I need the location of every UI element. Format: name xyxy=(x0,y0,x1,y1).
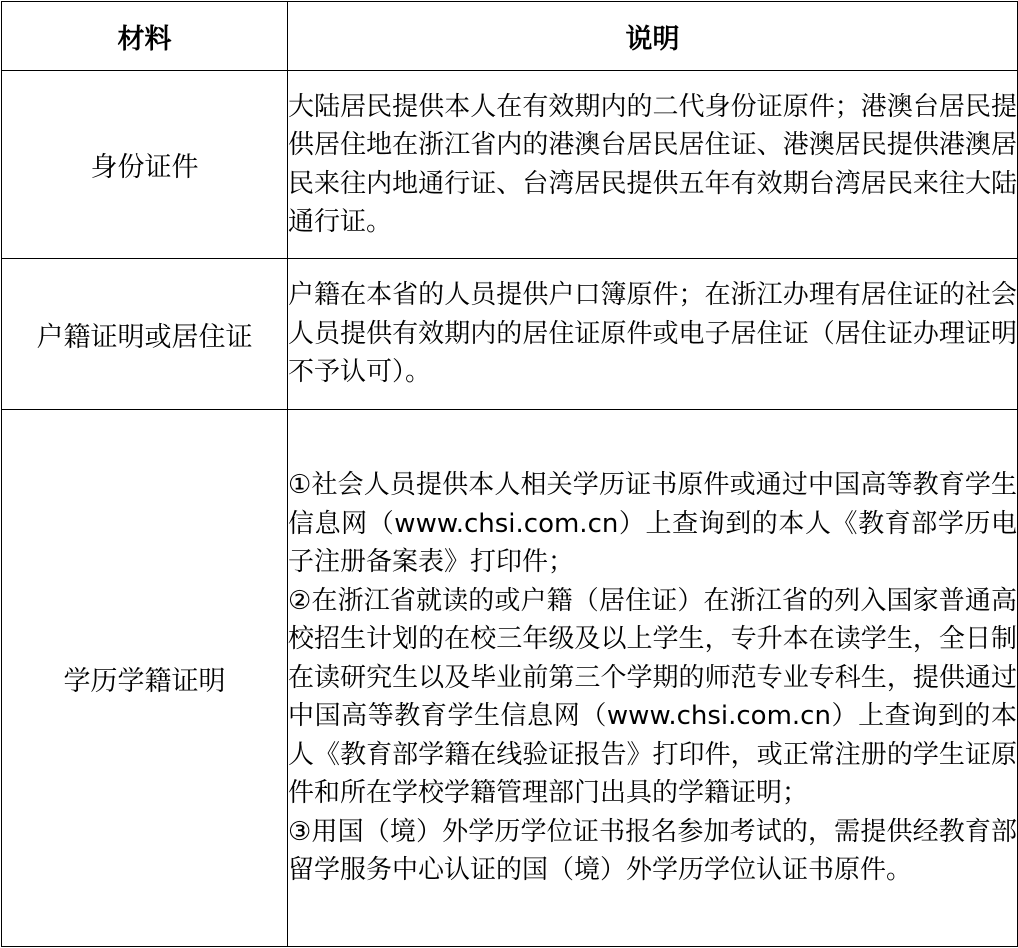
description-paragraph: ①社会人员提供本人相关学历证书原件或通过中国高等教育学生信息网（www.chsi.com.cn）上查询到的本人《教育部学历电子注册备案表》打印件； xyxy=(288,470,1017,578)
header-material: 材料 xyxy=(2,2,288,71)
table-row xyxy=(2,71,1018,259)
material-name: 户籍证明或居住证 xyxy=(2,259,288,410)
material-name: 学历学籍证明 xyxy=(2,410,288,947)
material-description xyxy=(288,259,1018,410)
header-description: 说明 xyxy=(288,2,1018,71)
table-row xyxy=(2,410,1018,947)
materials-table xyxy=(1,1,1018,947)
description-paragraph: ③用国（境）外学历学位证书报名参加考试的，需提供经教育部留学服务中心认证的国（境）外学历学位认证书原件。 xyxy=(288,816,1017,886)
description-paragraph: 大陆居民提供本人在有效期内的二代身份证原件；港澳台居民提供居住地在浙江省内的港澳台居民居住证、港澳居民提供港澳居民来往内地通行证、台湾居民提供五年有效期台湾居民来往大陆通行证。 xyxy=(288,91,1017,237)
table-row xyxy=(2,259,1018,410)
material-name: 身份证件 xyxy=(2,71,288,259)
description-paragraph: ②在浙江省就读的或户籍（居住证）在浙江省的列入国家普通高校招生计划的在校三年级及以上学生，专升本在读学生，全日制在读研究生以及毕业前第三个学期的师范专业专科生，提供通过中国高等教育学生信息网（www.chsi.com.cn）上查询到的本人《教育部学籍在线验证报告》打印件，或正常注册的学生证原件和所在学校学籍管理部门出具的学籍证明； xyxy=(288,585,1017,809)
material-description xyxy=(288,71,1018,259)
header-row xyxy=(2,2,1018,71)
material-description xyxy=(288,410,1018,947)
description-paragraph: 户籍在本省的人员提供户口簿原件；在浙江办理有居住证的社会人员提供有效期内的居住证原件或电子居住证（居住证办理证明不予认可）。 xyxy=(288,280,1017,388)
